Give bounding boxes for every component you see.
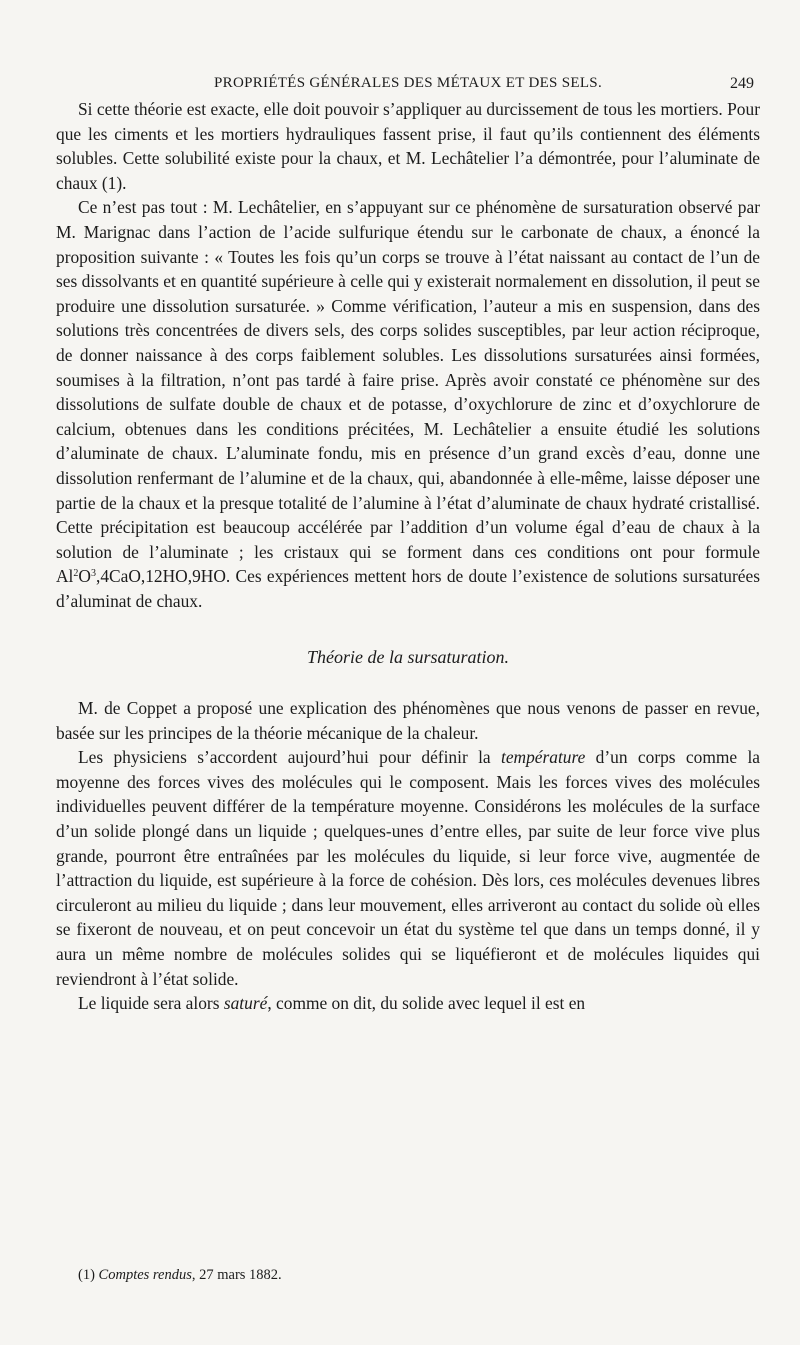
paragraph-2-end: Ces expériences mettent hors de doute l’existence de solutions sursaturées d’aluminat de chaux.: [56, 566, 760, 611]
body-text: [56, 97, 760, 1016]
page-number: 249: [730, 75, 754, 92]
paragraph-4: Les physiciens s’accordent aujourd’hui pour définir la température d’un corps comme la moyenne des forces vives des molécules qui le composent. Mais les forces vives des molécules individuelles peuvent différer de la température moyenne. Considérons les molécules de la surface d’un solide plongé dans un liquide ; quelques-unes d’entre elles, par suite de leur force vive plus grande, pourront être entraînées par les molécules du liquide, si leur force vive, augmentée de l’attraction du liquide, est supérieure à la force de cohésion. Dès lors, ces molécules devenues libres circuleront au milieu du liquide ; dans leur mouvement, elles arriveront au contact du solide où elles se fixeront de nouveau, et on peut concevoir un état du système tel que dans un temps donné, il y aura un même nombre de molécules solides qui se liquéfieront et de molécules liquides qui reviendront à l’état solide.: [56, 747, 760, 989]
paragraph-5: Le liquide sera alors saturé, comme on dit, du solide avec lequel il est en: [78, 993, 586, 1014]
paragraph-2: [56, 195, 760, 613]
paragraph-2-text: Ce n’est pas tout : M. Lechâtelier, en s’appuyant sur ce phénomène de sursaturation observé par M. Marignac dans l’action de l’acide sulfurique étendu sur le carbonate de chaux, a énoncé la proposition suivante : « Toutes les fois qu’un corps se trouve à l’état naissant au contact de l’un de ses dissolvants et en quantité supérieure à celle qui y existerait normalement en dissolution, il peut se produire une dissolution sursaturée. » Comme vérification, l’auteur a mis en suspension, dans des solutions très concentrées de divers sels, des corps solides susceptibles, par leur action réciproque, de donner naissance à des corps faiblement solubles. Les dissolutions sursaturées ainsi formées, soumises à la filtration, n’ont pas tardé à faire prise. Après avoir constaté ce phénomène sur des dissolutions de sulfate double de chaux et de potasse, d’oxychlorure de zinc et d’oxychlorure de calcium, obtenues dans les conditions précitées, M. Lechâtelier a ensuite étudié les solutions d’aluminate de chaux. L’aluminate fondu, mis en présence d’un grand excès d’eau, donne une dissolution renfermant de l’alumine et de la chaux, qui, abandonnée à elle-même, laisse déposer une partie de la chaux et la presque totalité de l’alumine à l’état d’aluminate de chaux hydraté cristallisé. Cette précipitation est beaucoup accélérée par l’addition d’un volume égal d’eau de chaux à la solution de l’aluminate ; les cristaux qui se forment dans ces conditions ont pour formule: [56, 197, 760, 562]
footnote-date: , 27 mars 1882.: [191, 1267, 282, 1283]
emphasis-sature: saturé: [223, 993, 268, 1014]
section-title: Théorie de la sursaturation.: [306, 647, 509, 668]
chemical-formula: $Al^2O^3,4CaO,12HO,9HO$.: [56, 566, 231, 587]
footnote-marker: (1): [78, 1267, 95, 1283]
paragraph-3: M. de Coppet a proposé une explication des phénomènes que nous venons de passer en revue, basée sur les principes de la théorie mécanique de la chaleur.: [56, 698, 760, 743]
footnote-source: Comptes rendus: [98, 1267, 192, 1283]
footnote: [78, 1267, 760, 1284]
running-header: [56, 75, 760, 95]
paragraph-1: Si cette théorie est exacte, elle doit pouvoir s’appliquer au durcissement de tous les mortiers. Pour que les ciments et les mortiers hydrauliques fassent prise, il faut qu’ils contiennent des éléments solubles. Cette solubilité existe pour la chaux, et M. Lechâtelier l’a démontrée, pour l’aluminate de chaux (1).: [56, 99, 760, 193]
emphasis-temperature: température: [500, 747, 586, 768]
running-title: PROPRIÉTÉS GÉNÉRALES DES MÉTAUX ET DES SELS.: [214, 75, 602, 91]
